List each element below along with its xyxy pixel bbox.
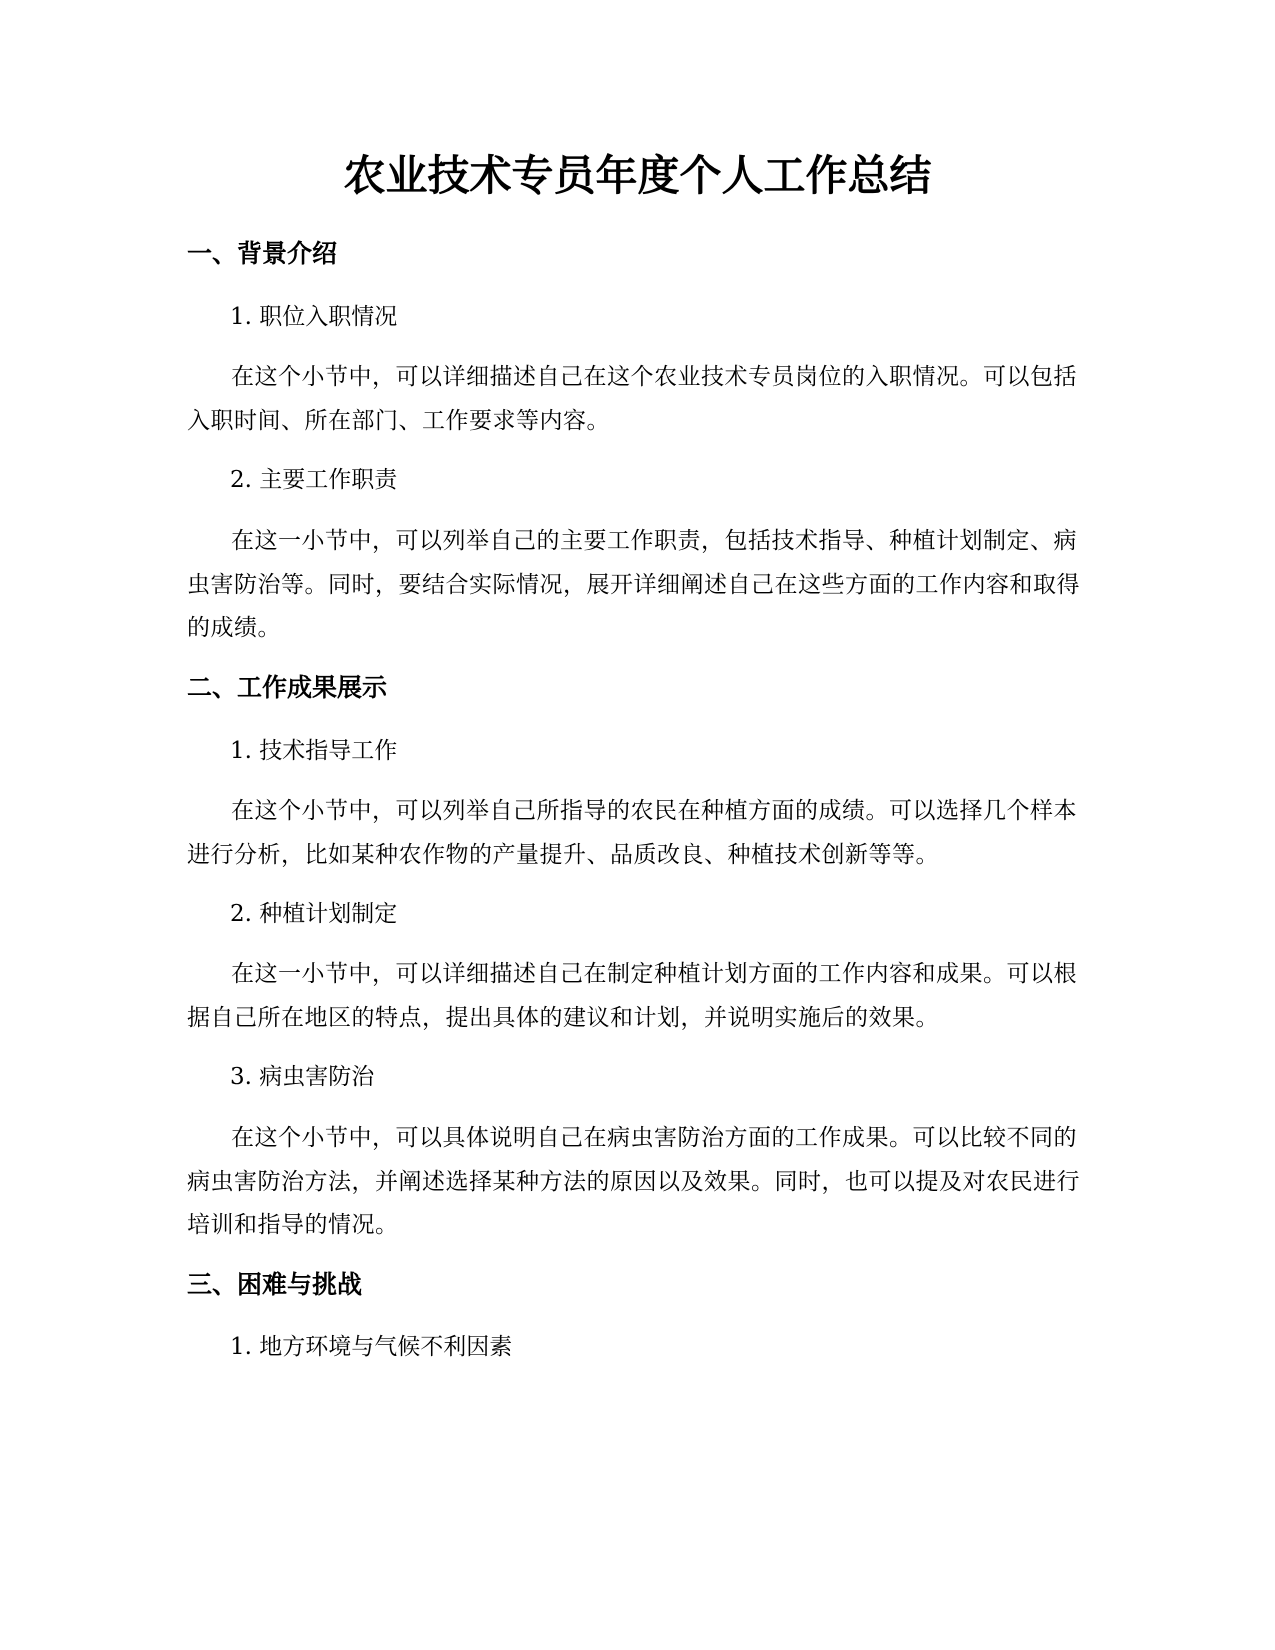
subheading-onboarding: 1. 职位入职情况 xyxy=(230,304,398,330)
paragraph-pest-control: 在这个小节中，可以具体说明自己在病虫害防治方面的工作成果。可以比较不同的病虫害防治方法，并阐述选择某种方法的原因以及效果。同时，也可以提及对农民进行培训和指导的情况。 xyxy=(187,1125,1080,1238)
subheading-technical-guidance: 1. 技术指导工作 xyxy=(230,738,398,764)
section-heading-challenges: 三、困难与挑战 xyxy=(187,1270,363,1299)
paragraph-planting-plan: 在这一小节中，可以详细描述自己在制定种植计划方面的工作内容和成果。可以根据自己所在地区的特点，提出具体的建议和计划，并说明实施后的效果。 xyxy=(187,961,1077,1031)
subheading-planting-plan: 2. 种植计划制定 xyxy=(230,901,398,927)
subheading-pest-control: 3. 病虫害防治 xyxy=(230,1064,375,1090)
document-title: 农业技术专员年度个人工作总结 xyxy=(343,151,932,200)
subheading-responsibilities: 2. 主要工作职责 xyxy=(230,467,398,493)
subheading-environment-climate: 1. 地方环境与气候不利因素 xyxy=(230,1334,513,1360)
paragraph-responsibilities: 在这一小节中，可以列举自己的主要工作职责，包括技术指导、种植计划制定、病虫害防治等。同时，要结合实际情况，展开详细阐述自己在这些方面的工作内容和取得的成绩。 xyxy=(187,528,1080,641)
section-heading-achievements: 二、工作成果展示 xyxy=(187,673,388,702)
section-heading-background: 一、背景介绍 xyxy=(187,239,338,268)
paragraph-onboarding: 在这个小节中，可以详细描述自己在这个农业技术专员岗位的入职情况。可以包括入职时间、所在部门、工作要求等内容。 xyxy=(187,364,1077,434)
paragraph-technical-guidance: 在这个小节中，可以列举自己所指导的农民在种植方面的成绩。可以选择几个样本进行分析，比如某种农作物的产量提升、品质改良、种植技术创新等等。 xyxy=(187,798,1077,868)
